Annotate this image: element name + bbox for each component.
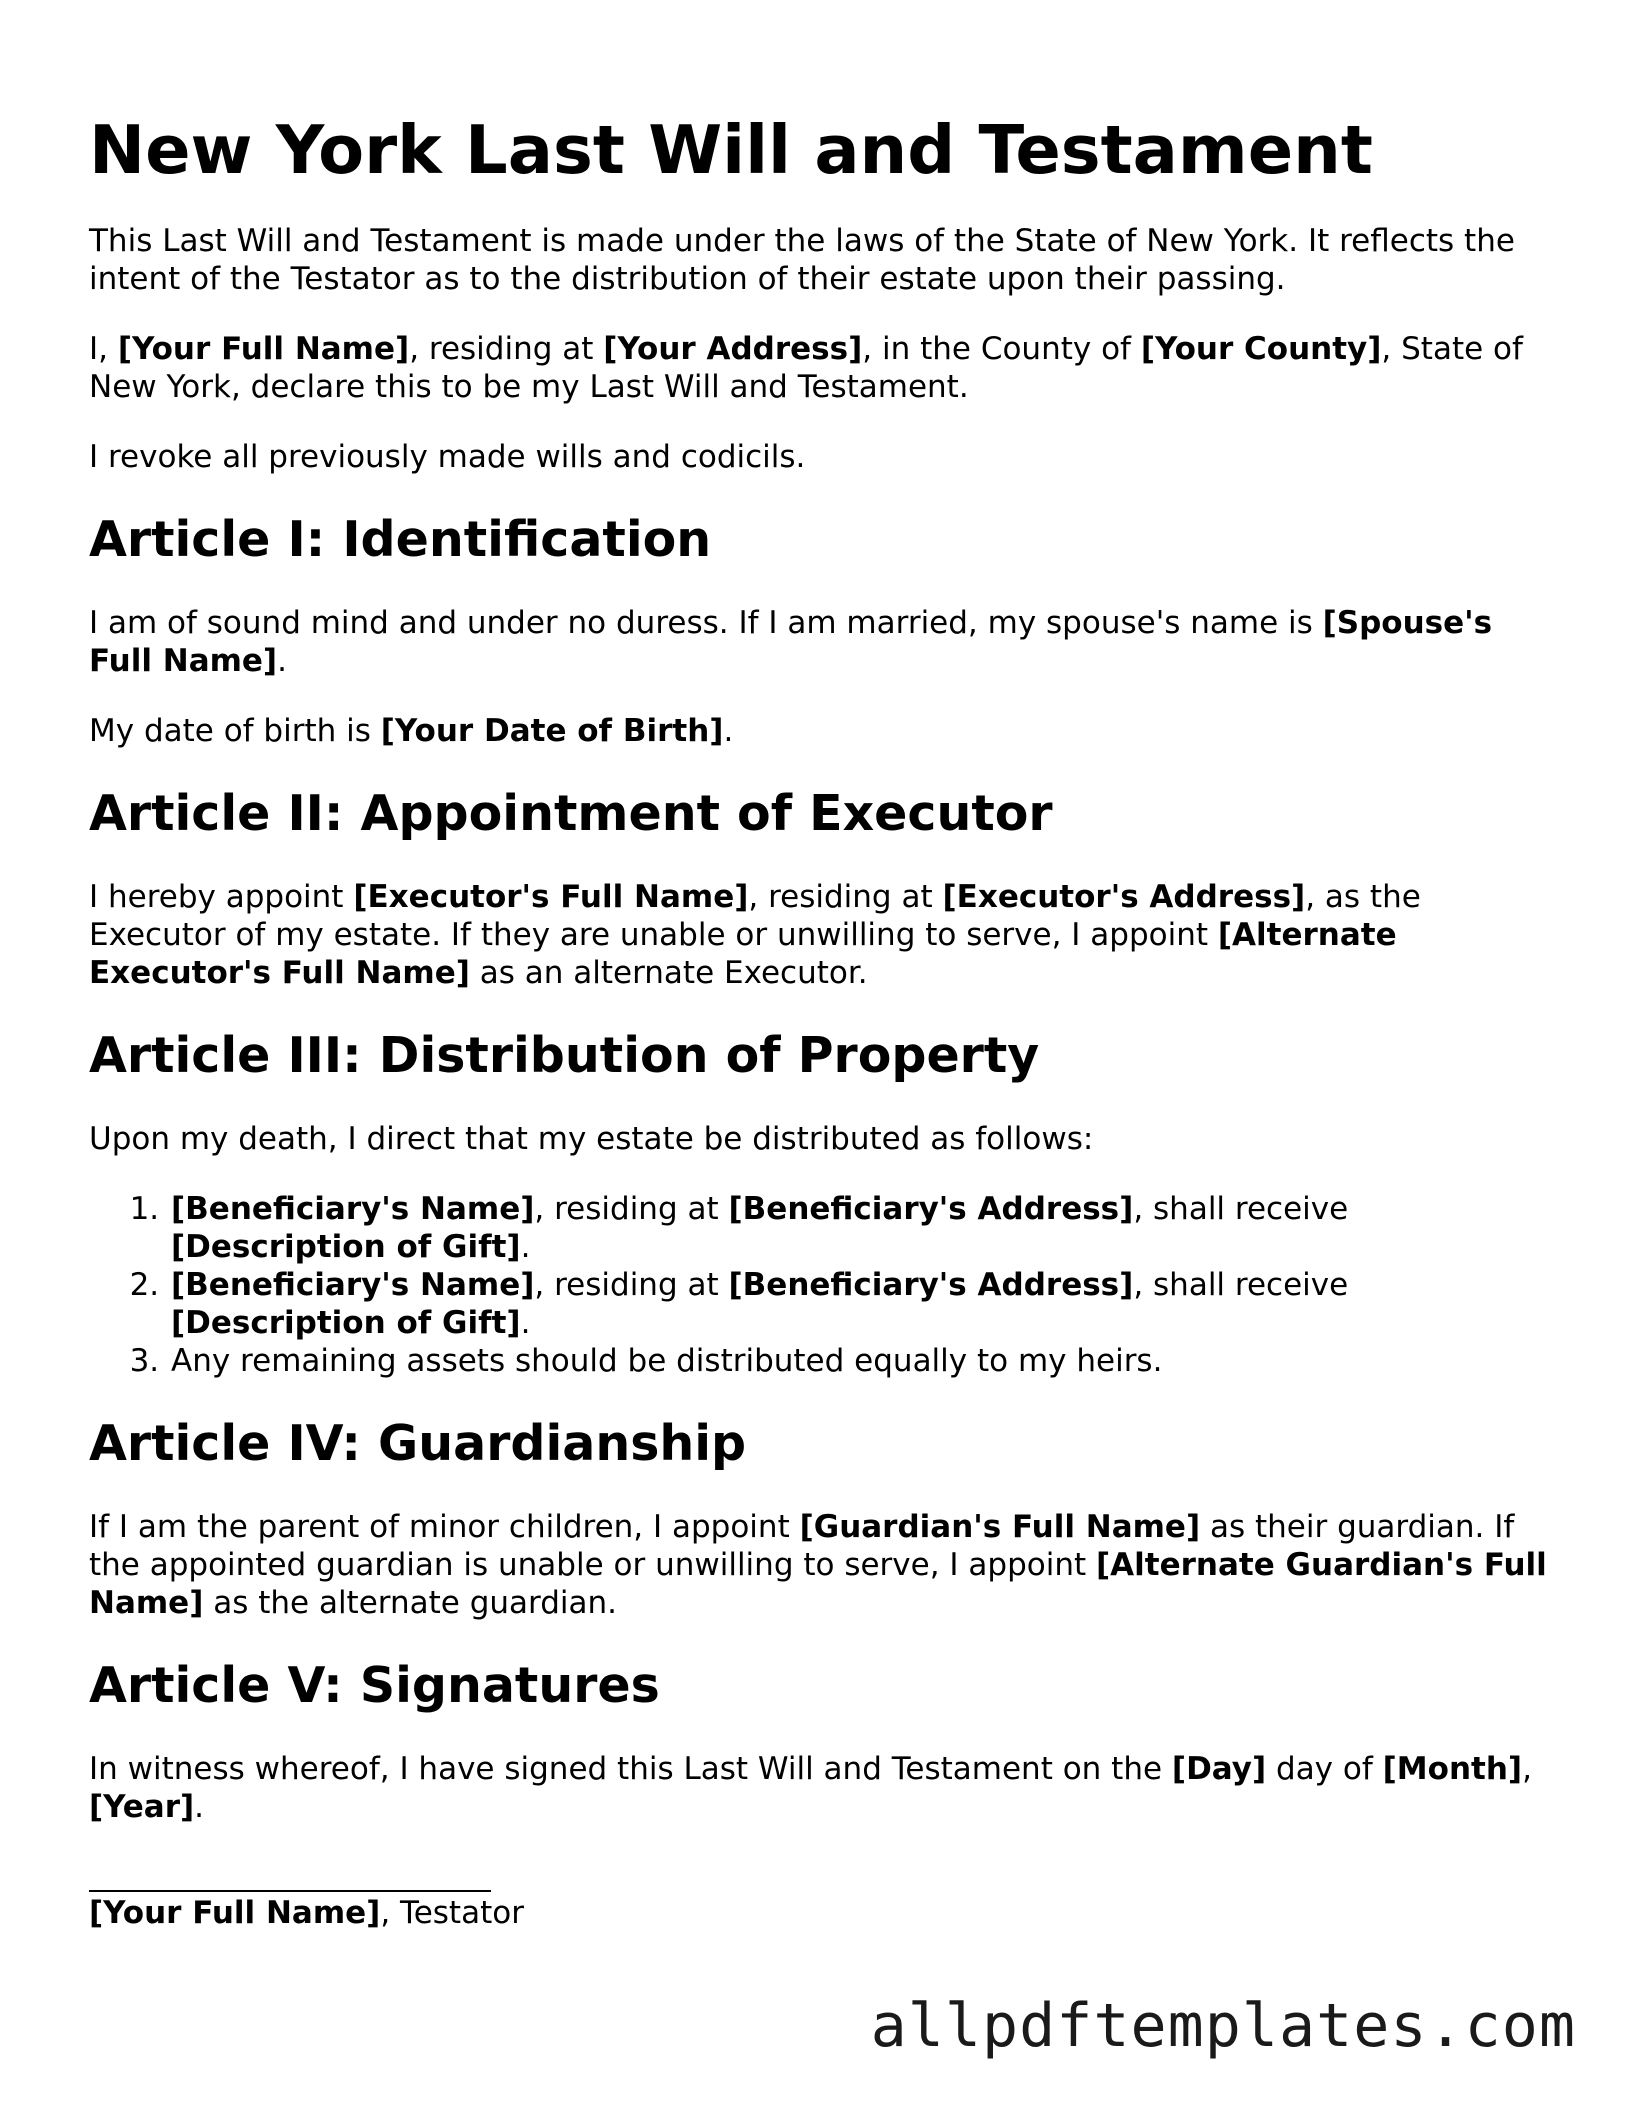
date-of-birth-field: [Your Date of Birth] [380, 713, 724, 749]
testator-name-field: [Your Full Name] [117, 331, 410, 367]
alternate-guardian-field: [Alternate Guardian's Full Name] [89, 1547, 1547, 1621]
distribution-list [89, 1190, 1559, 1380]
executor-name-field: [Executor's Full Name] [353, 879, 749, 915]
spouse-name-field: [Spouse's Full Name] [89, 605, 1493, 679]
date-of-birth-paragraph: My date of birth is [Your Date of Birth]. [89, 713, 734, 749]
article-2-heading: Article II: Appointment of Executor [89, 785, 1053, 842]
intro-paragraph: This Last Will and Testament is made under the laws of the State of New York. It reflects the intent of the Testator as to the distribution of their estate upon their passing. [89, 223, 1515, 297]
revocation-paragraph: I revoke all previously made wills and codicils. [89, 439, 806, 475]
gift-description-field: [Description of Gift] [171, 1229, 521, 1265]
month-field: [Month] [1382, 1751, 1523, 1787]
list-item: 2. [Beneficiary's Name], residing at [Beneficiary's Address], shall receive [Description of Gift]. [169, 1266, 1559, 1342]
declaration-paragraph: I, [Your Full Name], residing at [Your Address], in the County of [Your County], State of New York, declare this to be my Last Will and Testament. [89, 331, 1523, 405]
identification-paragraph: I am of sound mind and under no duress. If I am married, my spouse's name is [Spouse's Full Name]. [89, 605, 1493, 679]
executor-paragraph: I hereby appoint [Executor's Full Name], residing at [Executor's Address], as the Executor of my estate. If they are unable or unwilling to serve, I appoint [Alternate Executor's Full Name] as an alternate Executor. [89, 879, 1421, 991]
document-title: New York Last Will and Testament [89, 111, 1373, 189]
gift-description-field: [Description of Gift] [171, 1305, 521, 1341]
day-field: [Day] [1171, 1751, 1267, 1787]
watermark: allpdftemplates.com [870, 1991, 1576, 2061]
will-document [89, 108, 1559, 1932]
beneficiary-name-field: [Beneficiary's Name] [171, 1267, 535, 1303]
signature-caption: [Your Full Name], Testator [89, 1895, 524, 1931]
guardianship-paragraph: If I am the parent of minor children, I appoint [Guardian's Full Name] as their guardian. If the appointed guardian is unable or unwilling to serve, I appoint [Alternate Guardian's Full Name] as the alternate guardian. [89, 1509, 1547, 1621]
year-field: [Year] [89, 1789, 195, 1825]
testator-county-field: [Your County] [1140, 331, 1382, 367]
witness-paragraph: In witness whereof, I have signed this Last Will and Testament on the [Day] day of [Month], [Year]. [89, 1751, 1532, 1825]
list-item: 3. Any remaining assets should be distributed equally to my heirs. [169, 1342, 1559, 1380]
beneficiary-name-field: [Beneficiary's Name] [171, 1191, 535, 1227]
article-5-heading: Article V: Signatures [89, 1657, 660, 1714]
article-4-heading: Article IV: Guardianship [89, 1415, 747, 1472]
distribution-intro: Upon my death, I direct that my estate be distributed as follows: [89, 1121, 1094, 1157]
testator-address-field: [Your Address] [603, 331, 863, 367]
article-3-heading: Article III: Distribution of Property [89, 1027, 1040, 1084]
list-item: 1. [Beneficiary's Name], residing at [Beneficiary's Address], shall receive [Description of Gift]. [169, 1190, 1559, 1266]
alternate-executor-field: [Alternate Executor's Full Name] [89, 917, 1397, 991]
signature-line [89, 1890, 491, 1892]
beneficiary-address-field: [Beneficiary's Address] [728, 1267, 1134, 1303]
guardian-name-field: [Guardian's Full Name] [799, 1509, 1201, 1545]
executor-address-field: [Executor's Address] [942, 879, 1306, 915]
beneficiary-address-field: [Beneficiary's Address] [728, 1191, 1134, 1227]
article-1-heading: Article I: Identification [89, 511, 712, 568]
signature-name-field: [Your Full Name] [89, 1895, 381, 1931]
